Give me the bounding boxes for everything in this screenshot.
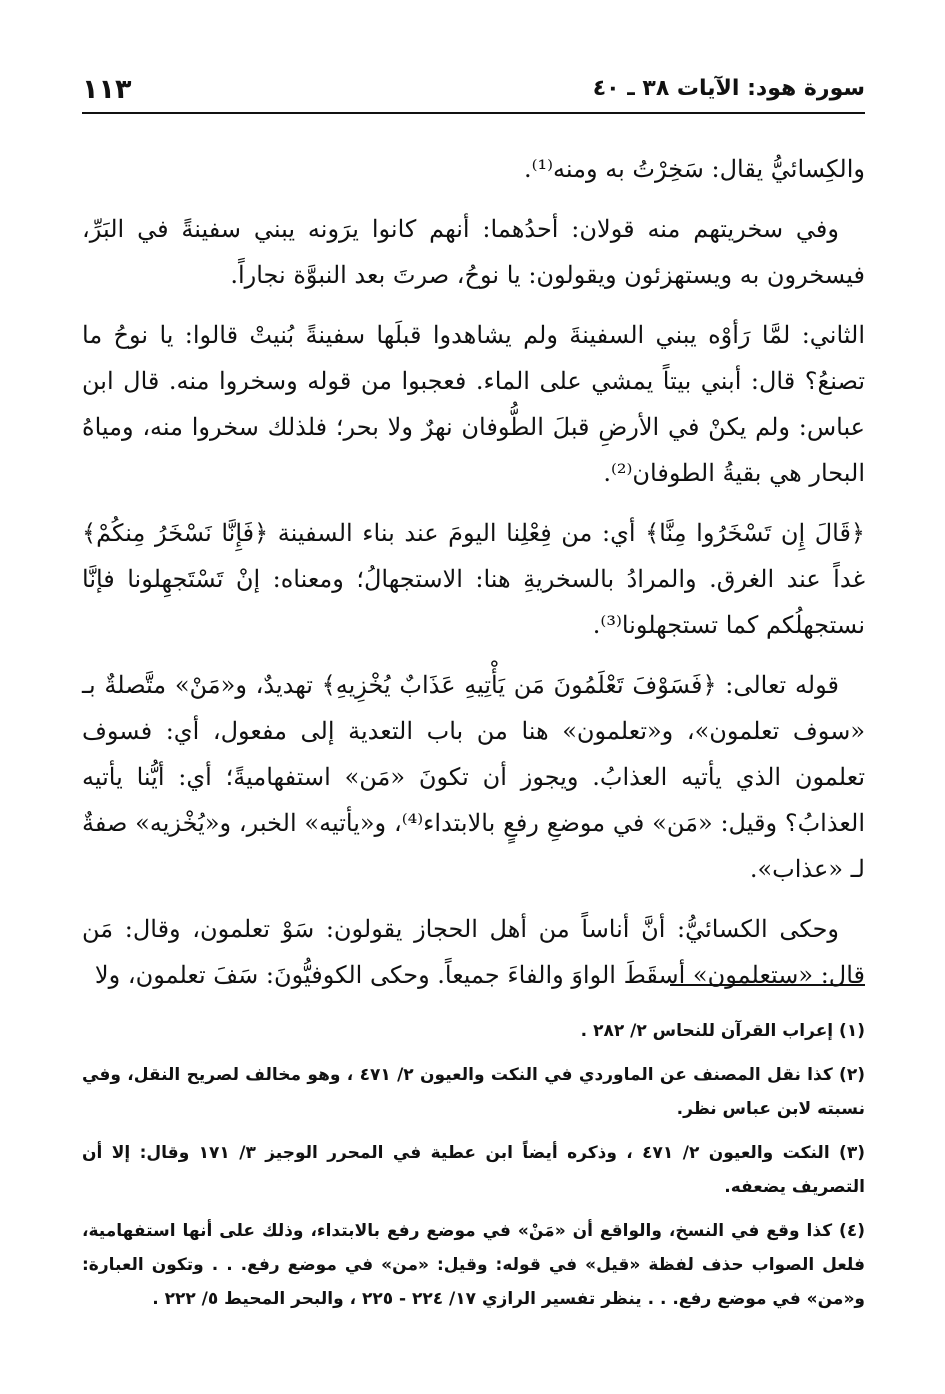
footnote-4: (٤) كذا وقع في النسخ، والواقع أن «مَنْ» في موضع رفع بالابتداء، وذلك على أنها استفهامية، فلعل الصواب حذف لفظة «قيل» في قوله: وقيل: «من» في موضع رفع. . . وتكون العبارة: و«من» في موضع رفع. . . ينظر تفسير الرازي ١٧/ ٢٢٤ - ٢٢٥ ، والبحر المحيط ٥/ ٢٢٢ .: [82, 1221, 865, 1309]
paragraph-4: ﴿قَالَ إِن تَسْخَرُوا مِنَّا﴾ أي: من فِعْلِنا اليومَ عند بناء السفينة ﴿فَإِنَّا نَسْخَرُ مِنكُمْ﴾ غداً عند الغرق. والمرادُ بالسخريةِ هنا: الاستجهالُ؛ ومعناه: إنْ تَسْتَجهِلونا فإنَّا نستجهلُكم كما تستجهلونا⁽³⁾.: [82, 519, 865, 639]
header-divider: [82, 112, 865, 114]
footnote-1: (١) إعراب القرآن للنحاس ٢/ ٢٨٢ .: [580, 1021, 865, 1041]
page-number: ١١٣: [82, 74, 132, 105]
footnote-3: (٣) النكت والعيون ٢/ ٤٧١ ، وذكره أيضاً ابن عطية في المحرر الوجيز ٣/ ١٧١ وقال: إلا أن التصريف يضعفه.: [82, 1143, 865, 1197]
paragraph-3: الثاني: لمَّا رَأوْه يبني السفينةَ ولم يشاهدوا قبلَها سفينةً بُنيتْ قالوا: يا نوحُ ما تصنعُ؟ قال: أبني بيتاً يمشي على الماء. فعجبوا من قوله وسخروا منه. قال ابن عباس: ولم يكنْ في الأرضِ قبلَ الطُّوفان نهرٌ ولا بحر؛ فلذلك سخروا منه، ومياهُ البحار هي بقيةُ الطوفان⁽²⁾.: [82, 321, 866, 487]
footnotes: [82, 1014, 865, 1326]
main-text: [82, 146, 865, 1012]
paragraph-2: وفي سخريتهم منه قولان: أحدُهما: أنهم كانوا يرَونه يبني سفينةً في البَرِّ، فيسخرون به ويستهزئون ويقولون: يا نوحُ، صرتَ بعد النبوَّة نجاراً.: [82, 215, 865, 289]
footnote-2: (٢) كذا نقل المصنف عن الماوردي في النكت والعيون ٢/ ٤٧١ ، وهو مخالف لصريح النقل، وفي نسبته لابن عباس نظر.: [82, 1065, 865, 1119]
page-header: [82, 70, 865, 110]
running-title: سورة هود: الآيات ٣٨ ـ ٤٠: [592, 76, 865, 101]
paragraph-5: قوله تعالى: ﴿فَسَوْفَ تَعْلَمُونَ مَن يَأْتِيهِ عَذَابٌ يُخْزِيهِ﴾ تهديدٌ، و«مَنْ» متَّصلةٌ بـ «سوف تعلمون»، و«تعلمون» هنا من باب التعدية إلى مفعول، أي: فسوف تعلمون الذي يأتيه العذابُ. ويجوز أن تكونَ «مَن» استفهاميةً؛ أي: أيُّنا يأتيه العذابُ؟ وقيل: «مَن» في موضعِ رفعٍ بالابتداء⁽⁴⁾، و«يأتيه» الخبر، و«يُخْزيه» صفةٌ لـ «عذاب».: [82, 671, 866, 883]
paragraph-1: والكِسائيُّ يقال: سَخِرْتُ به ومنه⁽¹⁾.: [524, 155, 865, 183]
paragraph-6: وحكى الكسائيُّ: أنَّ أناساً من أهل الحجاز يقولون: سَوْ تعلمون، وقال: مَن قال: «ستعلمون» أسقَطَ الواوَ والفاءَ جميعاً. وحكى الكوفيُّونَ: سَفَ تعلمون، ولا: [82, 915, 865, 989]
footnote-divider: [670, 984, 865, 986]
